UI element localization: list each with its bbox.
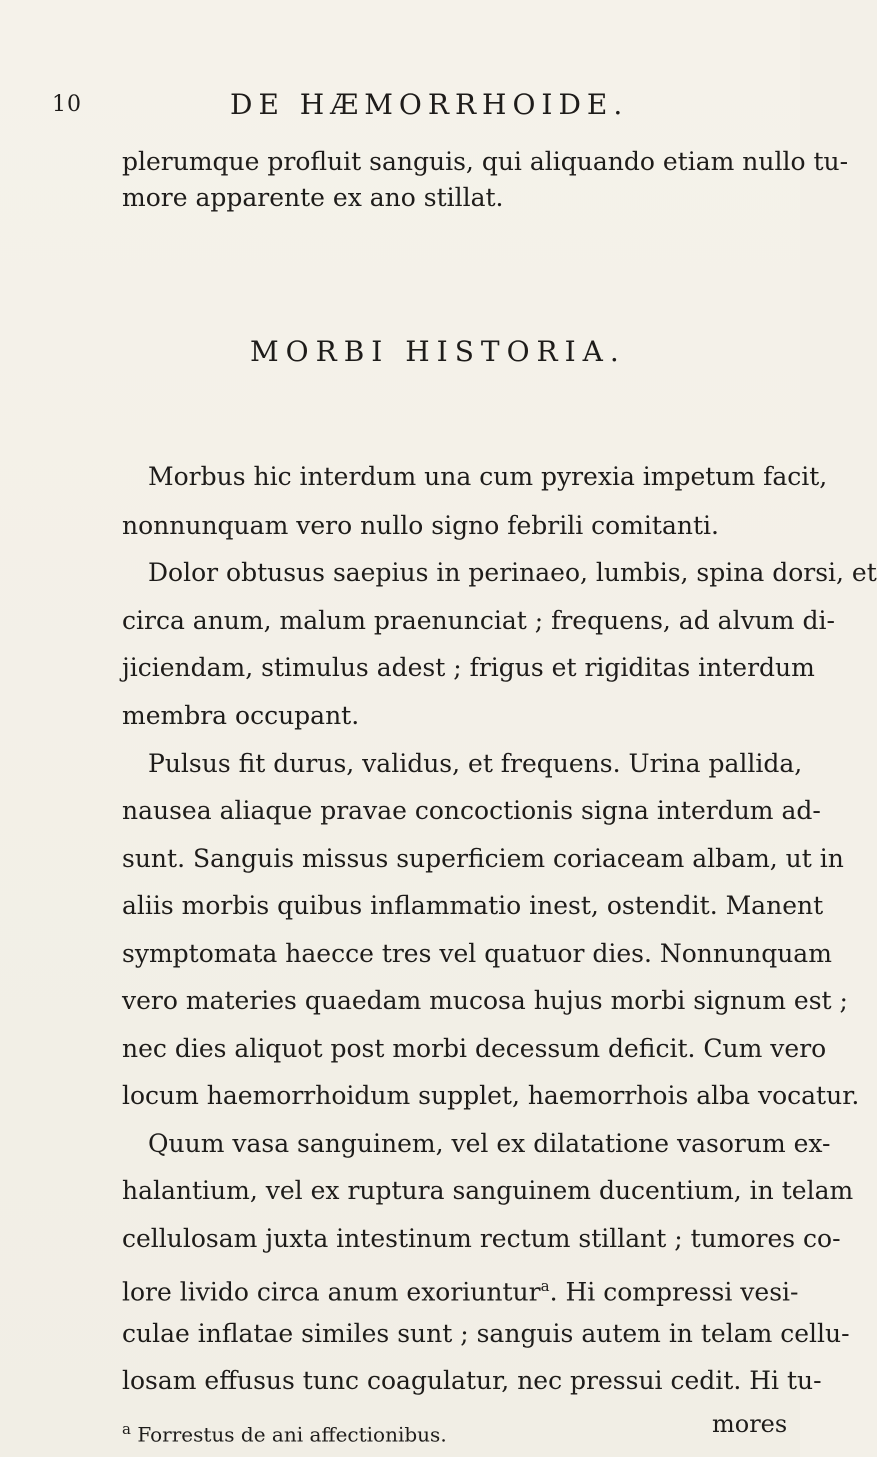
text-line: aliis morbis quibus inflammatio inest, ostendit. Manent [122,891,824,920]
text-line: halantium, vel ex ruptura sanguinem ducentium, in telam [122,1176,854,1205]
text-line: Pulsus fit durus, validus, et frequens. Urina pallida, [148,749,803,778]
text-line: Dolor obtusus saepius in perinaeo, lumbis, spina dorsi, et [148,558,877,587]
text-line: plerumque profluit sanguis, qui aliquando etiam nullo tu- [122,147,849,176]
text-line-with-note [122,1271,799,1307]
text-line: sunt. Sanguis missus superficiem coriaceam albam, ut in [122,844,844,873]
text-line: vero materies quaedam mucosa hujus morbi signum est ; [122,986,848,1015]
footnote-text: Forrestus de ani affectionibus. [137,1422,447,1447]
text-line: nonnunquam vero nullo signo febrili comitanti. [122,511,719,540]
text-segment: . Hi compressi vesi- [549,1277,799,1307]
text-line: Morbus hic interdum una cum pyrexia impetum facit, [148,462,828,491]
text-segment: lore livido circa anum exoriuntur [122,1277,541,1307]
text-line: jiciendam, stimulus adest ; frigus et rigiditas interdum [122,653,815,682]
text-line: symptomata haecce tres vel quatuor dies. Nonnunquam [122,939,832,968]
footnote-reference: a [540,1277,550,1295]
text-line: nec dies aliquot post morbi decessum deficit. Cum vero [122,1034,827,1063]
text-line: circa anum, malum praenunciat ; frequens, ad alvum di- [122,606,835,635]
text-line: locum haemorrhoidum supplet, haemorrhois alba vocatur. [122,1081,860,1110]
running-title: DE HÆMORRHOIDE. [230,88,629,121]
page-number: 10 [52,92,82,117]
footnote [122,1420,447,1447]
footnote-marker: a [122,1420,131,1438]
text-line: culae inflatae similes sunt ; sanguis autem in telam cellu- [122,1319,850,1348]
text-line: membra occupant. [122,701,360,730]
text-line: Quum vasa sanguinem, vel ex dilatatione vasorum ex- [148,1129,831,1158]
section-heading: MORBI HISTORIA. [250,335,626,368]
catchword: mores [712,1410,788,1438]
text-line: more apparente ex ano stillat. [122,183,504,212]
text-line: cellulosam juxta intestinum rectum stillant ; tumores co- [122,1224,841,1253]
text-line: losam effusus tunc coagulatur, nec pressui cedit. Hi tu- [122,1366,822,1395]
text-line: nausea aliaque pravae concoctionis signa interdum ad- [122,796,821,825]
page-header [40,88,760,128]
